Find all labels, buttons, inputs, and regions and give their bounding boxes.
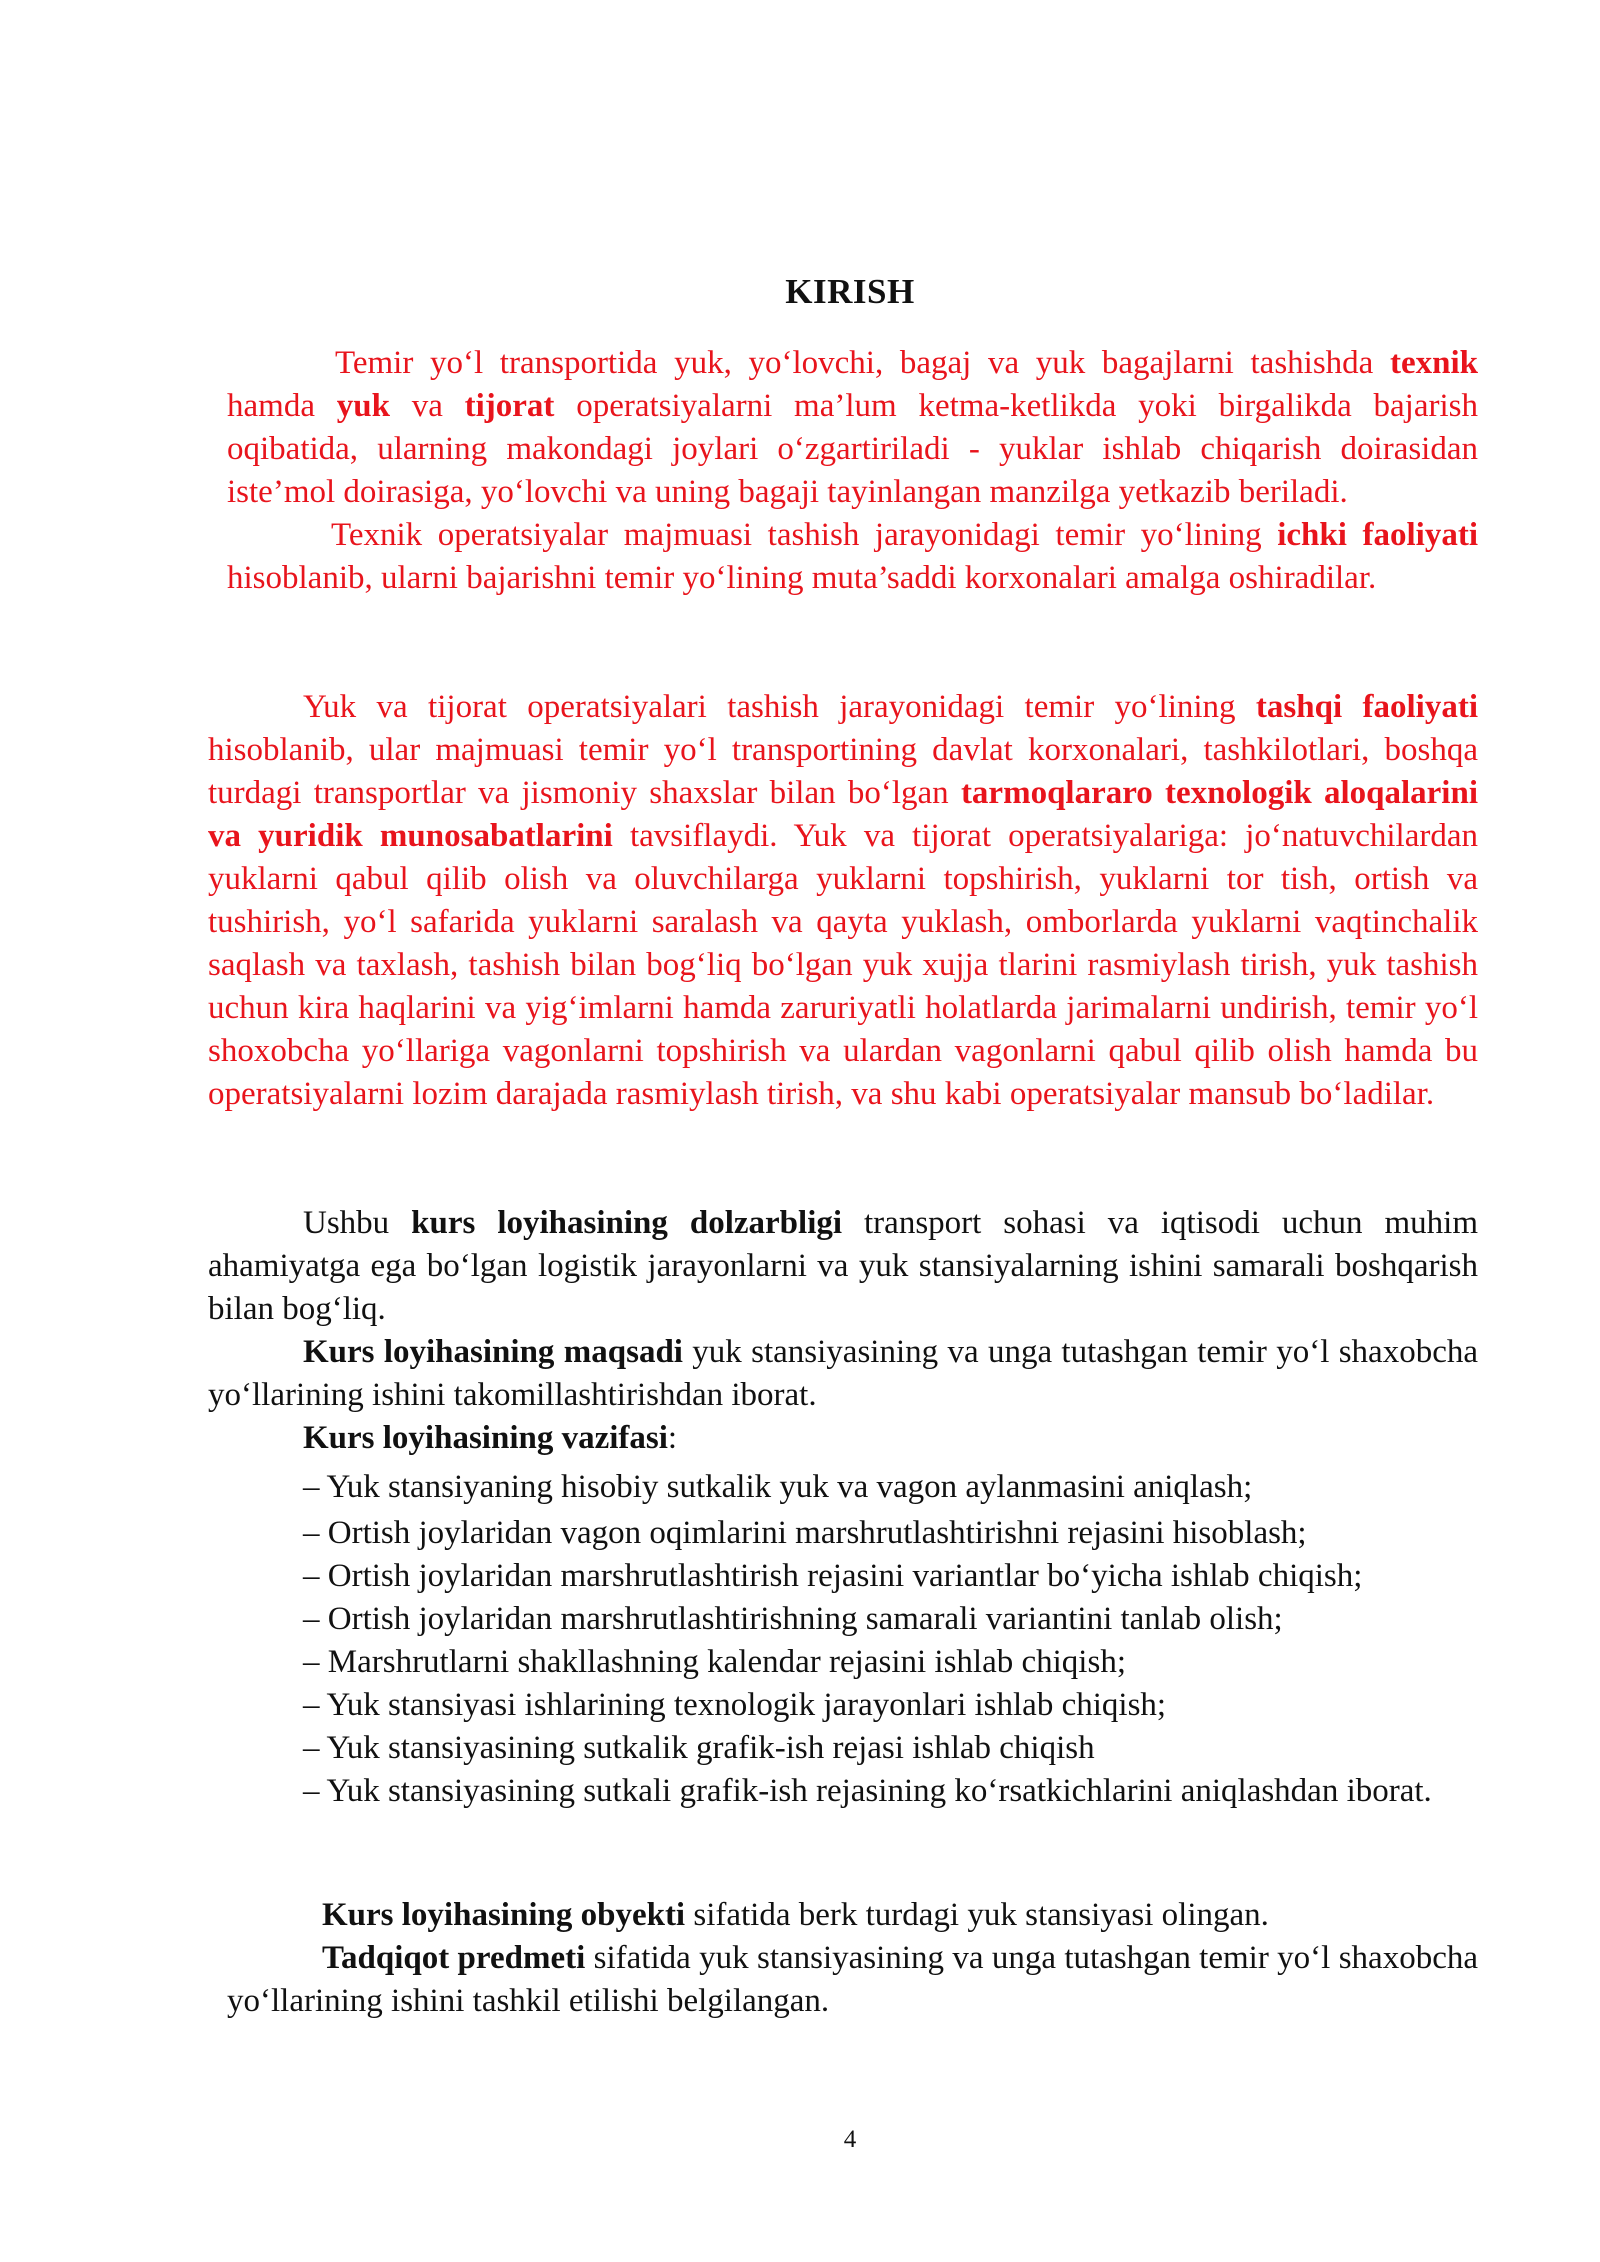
paragraph-1-text-4: operatsiyalarni ma’lum ketma-ketlikda yoki birgalikda bajarish oqibatida, ularning makondagi joylari o‘zgartiriladi - yuklar ishlab chiqarish doirasidan iste’mol doirasiga, yo‘lovchi va uning bagaji tayinlangan manzilga yetkazib beriladi. bbox=[227, 388, 1478, 510]
paragraph-3 bbox=[208, 686, 1478, 1116]
list-item: – Yuk stansiyasining sutkalik grafik-ish rejasi ishlab chiqish bbox=[303, 1730, 1095, 1766]
term-ichki-faoliyati: ichki faoliyati bbox=[1277, 517, 1478, 553]
paragraph-1-text-1: Temir yo‘l transportida yuk, yo‘lovchi, bagaj va yuk bagajlarni tashishda bbox=[335, 345, 1390, 381]
closing-section bbox=[227, 1894, 1478, 2023]
term-maqsadi: Kurs loyihasining maqsadi bbox=[303, 1334, 683, 1370]
paragraph-2-text-1: Texnik operatsiyalar majmuasi tashish jarayonidagi temir yo‘lining bbox=[331, 517, 1278, 553]
term-tijorat: tijorat bbox=[464, 388, 555, 424]
paragraph-6 bbox=[208, 1417, 1478, 1460]
paragraph-6-text-1: : bbox=[667, 1420, 678, 1456]
paragraph-8 bbox=[227, 1937, 1478, 2023]
paragraph-7-text-1: sifatida berk turdagi yuk stansiyasi olingan. bbox=[685, 1897, 1269, 1933]
term-vazifasi: Kurs loyihasining vazifasi bbox=[303, 1420, 668, 1456]
task-list bbox=[227, 1466, 1478, 1813]
paragraph-4 bbox=[208, 1202, 1478, 1331]
term-tarmoqlararo: tarmoqlararo texnologik aloqalarini va yuridik munosabatlarini bbox=[208, 775, 1478, 854]
list-item: – Marshrutlarni shakllashning kalendar rejasini ishlab chiqish; bbox=[303, 1644, 1126, 1680]
paragraph-4-text-1: Ushbu bbox=[303, 1205, 412, 1241]
page-number: 4 bbox=[843, 2126, 857, 2153]
term-tashqi-faoliyati: tashqi faoliyati bbox=[1255, 689, 1478, 725]
list-item: – Yuk stansiyaning hisobiy sutkalik yuk va vagon aylanmasini aniqlash; bbox=[303, 1469, 1253, 1505]
term-texnik: texnik bbox=[1389, 345, 1478, 381]
term-yuk: yuk bbox=[336, 388, 390, 424]
paragraph-2-text-2: hisoblanib, ularni bajarishni temir yo‘lining muta’saddi korxonalari amalga oshiradilar. bbox=[227, 560, 1377, 596]
paragraph-5-text-1: yuk stansiyasining va unga tutashgan temir yo‘l shaxobcha yo‘llarining ishini takomillashtirishdan iborat. bbox=[208, 1334, 1478, 1413]
red-section-a bbox=[227, 342, 1478, 600]
list-item: – Ortish joylaridan vagon oqimlarini marshrutlashtirishni rejasini hisoblash; bbox=[303, 1515, 1307, 1551]
term-obyekti: Kurs loyihasining obyekti bbox=[322, 1897, 686, 1933]
list-item: – Ortish joylaridan marshrutlashtirish rejasini variantlar bo‘yicha ishlab chiqish; bbox=[303, 1558, 1363, 1594]
paragraph-1-text-3: va bbox=[389, 388, 465, 424]
list-item: – Ortish joylaridan marshrutlashtirishning samarali variantini tanlab olish; bbox=[303, 1601, 1283, 1637]
paragraph-4-text-2: transport sohasi va iqtisodi uchun muhim ahamiyatga ega bo‘lgan logistik jarayonlarni va yuk stansiyalarning ishini samarali boshqarish bilan bog‘liq. bbox=[208, 1205, 1478, 1327]
paragraph-7 bbox=[227, 1894, 1478, 1937]
list-item: – Yuk stansiyasining sutkali grafik-ish rejasining ko‘rsatkichlarini aniqlashdan iborat. bbox=[303, 1773, 1432, 1809]
paragraph-2 bbox=[227, 514, 1478, 600]
page-title: KIRISH bbox=[785, 272, 915, 311]
paragraph-3-text-1: Yuk va tijorat operatsiyalari tashish jarayonidagi temir yo‘lining bbox=[303, 689, 1256, 725]
paragraph-3-text-2: hisoblanib, ular majmuasi temir yo‘l transportining davlat korxonalari, tashkilotlari, boshqa turdagi transportlar va jismoniy shaxslar bilan bo‘lgan bbox=[208, 732, 1478, 811]
term-dolzarbligi: kurs loyihasining dolzarbligi bbox=[411, 1205, 843, 1241]
paragraph-1 bbox=[227, 342, 1478, 514]
list-item: – Yuk stansiyasi ishlarining texnologik jarayonlari ishlab chiqish; bbox=[303, 1687, 1167, 1723]
paragraph-5 bbox=[208, 1331, 1478, 1417]
paragraph-1-text-2: hamda bbox=[227, 388, 337, 424]
term-tadqiqot-predmeti: Tadqiqot predmeti bbox=[322, 1940, 586, 1976]
red-section-b bbox=[208, 686, 1478, 1116]
paragraph-3-text-3: tavsiflaydi. Yuk va tijorat operatsiyalariga: jo‘natuvchilardan yuklarni qabul qilib olish va oluvchilarga yuklarni topshirish, yuklarni tor tish, ortish va tushirish, yo‘l safarida yuklarni saralash va qayta yuklash, omborlarda yuklarni vaqtinchalik saqlash va taxlash, tashish bilan bog‘liq bo‘lgan yuk xujja tlarini rasmiylash tirish, yuk tashish uchun kira haqlarini va yig‘imlarni hamda zaruriyatli holatlarda jarimalarni undirish, temir yo‘l shoxobcha yo‘llariga vagonlarni topshirish va ulardan vagonlarni qabul qilib olish hamda bu operatsiyalarni lozim darajada rasmiylash tirish, va shu kabi operatsiyalar mansub bo‘ladilar. bbox=[208, 818, 1478, 1112]
paragraph-8-text-1: sifatida yuk stansiyasining va unga tutashgan temir yo‘l shaxobcha yo‘llarining ishini tashkil etilishi belgilangan. bbox=[227, 1940, 1478, 2019]
black-section bbox=[208, 1202, 1478, 1460]
